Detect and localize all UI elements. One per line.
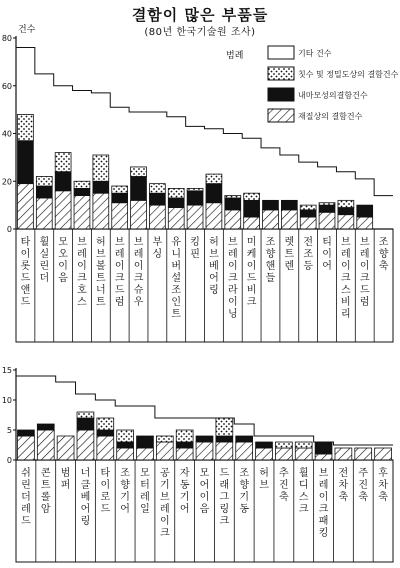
- bar-segment: [319, 205, 335, 212]
- bar-segment: [93, 181, 109, 193]
- category-label: 브 레 이 크 라 이 닝: [227, 237, 238, 320]
- bar-segment: [156, 442, 173, 460]
- bar-segment: [37, 430, 54, 460]
- bar-segment: [97, 430, 114, 436]
- y-tick-label: 60: [1, 81, 12, 91]
- category-label: 타 이 롯 드 앤 드: [20, 237, 31, 308]
- bar-segment: [55, 172, 71, 191]
- legend-title: 범례: [226, 51, 244, 61]
- legend-swatch: [268, 46, 294, 59]
- category-label: 너 클 베 어 링: [80, 468, 91, 527]
- category-label: 타 이 로 드: [100, 468, 111, 515]
- bar-segment: [57, 436, 74, 460]
- chart-subtitle: (80년 한국기술원 조사): [144, 27, 256, 38]
- category-label: 자 동 기 어: [179, 468, 190, 515]
- category-label: 모 오 이 음: [58, 237, 68, 284]
- bar-segment: [149, 205, 165, 229]
- bar-segment: [93, 193, 109, 229]
- bar-segment: [300, 217, 316, 229]
- category-label: 콘 트 롤 암: [40, 468, 51, 515]
- bar-segment: [37, 424, 54, 430]
- bar-segment: [112, 193, 128, 203]
- bar-segment: [187, 191, 203, 205]
- bar-segment: [168, 198, 184, 208]
- bar-segment: [176, 442, 193, 448]
- category-label: 조 향 기 어: [120, 468, 130, 515]
- category-label: 휠 디 스 크: [298, 468, 309, 515]
- legend-swatch: [268, 109, 294, 122]
- bar-segment: [196, 442, 213, 460]
- y-axis-label: 건수: [18, 25, 36, 35]
- category-label: 허 브 베 어 링: [209, 237, 219, 296]
- bar-segment: [300, 205, 316, 210]
- y-tick-label: 20: [1, 177, 12, 187]
- legend-label: 재질상의 결함건수: [298, 112, 363, 121]
- legend-swatch: [268, 67, 294, 80]
- legend-swatch: [268, 88, 294, 101]
- bar-segment: [55, 191, 71, 229]
- bar-segment: [206, 184, 222, 203]
- bar-segment: [117, 430, 134, 442]
- bar-segment: [137, 436, 154, 448]
- bar-segment: [149, 193, 165, 205]
- bar-segment: [338, 208, 354, 215]
- bar-segment: [263, 200, 279, 210]
- category-label: 쉬 린 더 레 드: [21, 468, 31, 527]
- bar-segment: [93, 155, 109, 181]
- category-label: 유 니 버 설 조 인 트: [171, 237, 182, 320]
- category-label: 모 터 레 일: [140, 468, 150, 515]
- category-label: 전 조 등: [303, 237, 314, 272]
- bar-segment: [295, 442, 312, 448]
- y-tick-label: 10: [1, 396, 12, 405]
- category-label: 후 차 축: [378, 468, 388, 503]
- bar-segment: [137, 448, 154, 460]
- bar-segment: [281, 210, 297, 229]
- category-label: 조 향 핸 들: [265, 237, 276, 284]
- category-label: 허 브 볼 트 너 트: [95, 237, 106, 308]
- chart-title: 결함이 많은 부품들: [131, 6, 269, 24]
- bar-segment: [357, 217, 373, 229]
- category-label: 공 기 브 레 이 크: [159, 468, 170, 539]
- category-label: 브 레 이 크 슈 우: [133, 237, 144, 308]
- bar-segment: [216, 436, 233, 442]
- bar-segment: [295, 448, 312, 460]
- bar-segment: [187, 188, 203, 190]
- bar-segment: [338, 215, 354, 229]
- bar-segment: [77, 412, 94, 418]
- bar-segment: [355, 448, 372, 460]
- bar-segment: [196, 436, 213, 442]
- y-tick-label: 40: [1, 129, 12, 139]
- bar-segment: [117, 448, 134, 460]
- category-label: 브 레 이 크 드 럼: [359, 237, 370, 308]
- bar-segment: [77, 418, 94, 430]
- bar-segment: [319, 212, 335, 229]
- bar-segment: [18, 184, 34, 229]
- bar-segment: [36, 186, 52, 198]
- bar-segment: [187, 205, 203, 229]
- category-label: 전 차 축: [338, 468, 349, 503]
- bar-segment: [315, 454, 332, 460]
- category-label: 브 레 이 크 호 스: [77, 237, 87, 308]
- bar-segment: [244, 217, 260, 229]
- category-label: 킹 핀: [190, 237, 200, 260]
- chart-1: [2, 23, 399, 342]
- bar-segment: [281, 200, 297, 210]
- bar-segment: [168, 208, 184, 229]
- category-label: 허 브: [259, 468, 269, 491]
- bar-segment: [74, 196, 90, 229]
- category-label: 모 어 이 음: [199, 468, 210, 515]
- total-step-line: [16, 376, 393, 445]
- category-label: 브 레 이 크 스 비 리: [341, 237, 351, 320]
- legend: [226, 46, 399, 122]
- bar-segment: [77, 430, 94, 460]
- bar-segment: [131, 167, 147, 177]
- category-label: 미 케 이 드 비 크: [246, 237, 257, 308]
- bar-segment: [112, 186, 128, 193]
- bar-segment: [375, 448, 392, 460]
- bar-segment: [206, 203, 222, 229]
- bar-segment: [256, 448, 273, 460]
- bar-segment: [176, 430, 193, 442]
- bar-segment: [97, 436, 114, 460]
- legend-label: 칫수 및 정밀도상의 결함건수: [298, 70, 399, 79]
- bar-segment: [335, 448, 352, 460]
- bar-segment: [216, 442, 233, 460]
- bar-segment: [256, 442, 273, 448]
- bar-segment: [149, 184, 165, 194]
- bar-segment: [74, 181, 90, 188]
- y-tick-label: 15: [1, 366, 12, 375]
- bar-segment: [225, 198, 241, 210]
- legend-label: 기타 건수: [298, 49, 332, 58]
- bar-segment: [236, 442, 253, 460]
- bar-segment: [117, 442, 134, 448]
- y-tick-label: 0: [6, 225, 12, 234]
- bar-segment: [112, 203, 128, 229]
- bar-segment: [131, 200, 147, 229]
- bar-segment: [206, 174, 222, 184]
- bar-segment: [244, 193, 260, 200]
- bar-segment: [315, 442, 332, 454]
- bar-segment: [176, 448, 193, 460]
- category-label: 휠 실 린 더: [39, 237, 50, 284]
- bar-segment: [74, 188, 90, 195]
- bar-segment: [131, 176, 147, 200]
- bar-segment: [168, 188, 184, 198]
- bar-segment: [216, 418, 233, 436]
- bar-segment: [275, 442, 292, 448]
- category-label: 렛 트 렌: [284, 237, 295, 272]
- bar-segment: [244, 200, 260, 217]
- bar-segment: [338, 200, 354, 207]
- category-label: 브 레 이 크 드 럼: [114, 237, 125, 308]
- bar-segment: [18, 436, 35, 460]
- chart-2: [2, 366, 393, 562]
- bar-segment: [225, 196, 241, 198]
- bar-segment: [275, 448, 292, 460]
- bar-segment: [36, 198, 52, 229]
- bar-segment: [225, 210, 241, 229]
- y-tick-label: 5: [6, 426, 12, 435]
- category-label: 드 래 그 링 크: [219, 468, 230, 527]
- bar-segment: [55, 153, 71, 172]
- category-label: 부 싱: [152, 237, 163, 260]
- category-label: 조 향 축: [378, 237, 389, 272]
- bar-segment: [300, 210, 316, 217]
- bar-segment: [263, 210, 279, 229]
- category-label: 티 이 어: [322, 237, 332, 272]
- category-label: 주 진 축: [358, 468, 369, 503]
- bar-segment: [236, 436, 253, 442]
- category-label: 추 진 축: [279, 468, 289, 503]
- bar-segment: [97, 418, 114, 430]
- bar-segment: [319, 203, 335, 205]
- bar-segment: [18, 141, 34, 184]
- category-label: 범 퍼: [60, 468, 71, 491]
- y-tick-label: 0: [6, 456, 12, 465]
- bar-segment: [36, 176, 52, 186]
- bar-segment: [156, 436, 173, 442]
- bar-segment: [18, 114, 34, 140]
- category-label: 조 향 기 동: [239, 468, 250, 515]
- bar-segment: [18, 430, 35, 436]
- legend-label: 내마모성의결함건수: [298, 91, 368, 100]
- y-tick-label: 80: [1, 34, 12, 43]
- category-label: 브 레 이 크 패 킹: [318, 468, 329, 539]
- bar-segment: [357, 205, 373, 217]
